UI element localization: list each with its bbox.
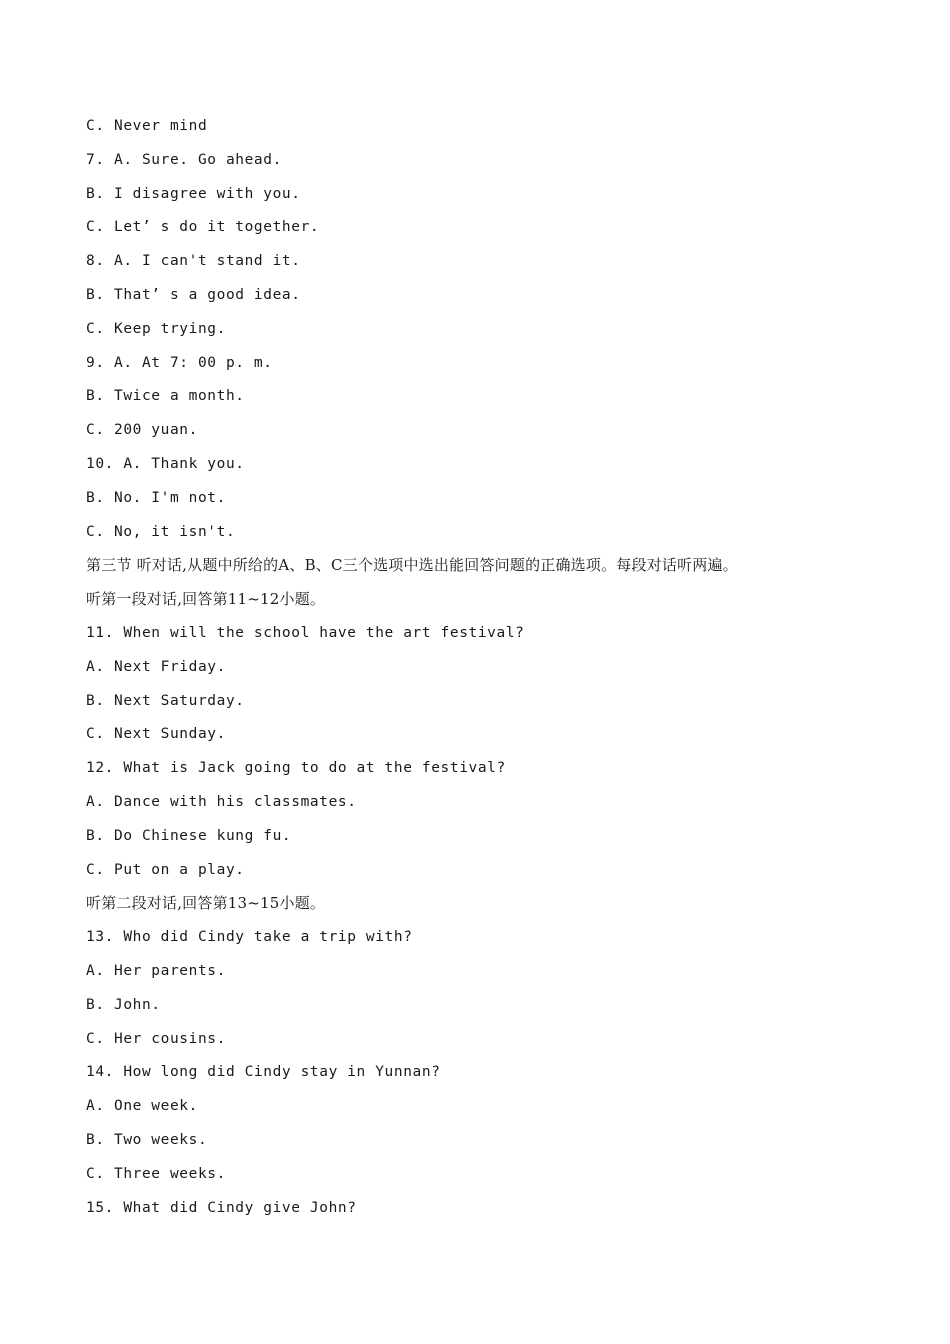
- question-line: 14. How long did Cindy stay in Yunnan?: [86, 1064, 441, 1081]
- answer-option: C. Next Sunday.: [86, 726, 226, 743]
- document-body: [86, 114, 906, 1229]
- answer-option: C. 200 yuan.: [86, 422, 198, 439]
- answer-option: B. Two weeks.: [86, 1131, 208, 1148]
- answer-option: A. One week.: [86, 1098, 198, 1115]
- answer-option: C. Let’ s do it together.: [86, 219, 320, 236]
- question-line: 13. Who did Cindy take a trip with?: [86, 929, 413, 946]
- question-line: 7. A. Sure. Go ahead.: [86, 151, 282, 168]
- answer-option: B. John.: [86, 996, 161, 1013]
- answer-option: C. Three weeks.: [86, 1165, 226, 1182]
- section-heading: 听第一段对话,回答第11~12小题。: [86, 590, 326, 609]
- section-heading: 第三节 听对话,从题中所给的A、B、C三个选项中选出能回答问题的正确选项。每段对话听两遍。: [86, 556, 738, 575]
- answer-option: C. Never mind: [86, 118, 208, 134]
- answer-option: B. I disagree with you.: [86, 185, 301, 202]
- question-line: 8. A. I can't stand it.: [86, 253, 301, 270]
- question-line: 11. When will the school have the art festival?: [86, 624, 525, 641]
- answer-option: A. Next Friday.: [86, 658, 226, 675]
- answer-option: C. Put on a play.: [86, 861, 245, 878]
- question-line: 9. A. At 7: 00 p. m.: [86, 354, 273, 371]
- answer-option: C. No, it isn't.: [86, 523, 236, 540]
- answer-option: B. Next Saturday.: [86, 692, 245, 709]
- answer-option: A. Her parents.: [86, 962, 226, 979]
- section-heading: 听第二段对话,回答第13~15小题。: [86, 894, 326, 913]
- answer-option: B. No. I'm not.: [86, 489, 226, 506]
- answer-option: B. That’ s a good idea.: [86, 286, 301, 303]
- question-line: 10. A. Thank you.: [86, 455, 245, 472]
- answer-option: B. Twice a month.: [86, 388, 245, 405]
- answer-option: C. Her cousins.: [86, 1030, 226, 1047]
- answer-option: A. Dance with his classmates.: [86, 793, 357, 810]
- answer-option: C. Keep trying.: [86, 320, 226, 337]
- question-line: 12. What is Jack going to do at the festival?: [86, 760, 506, 777]
- answer-option: B. Do Chinese kung fu.: [86, 827, 292, 844]
- question-line: 15. What did Cindy give John?: [86, 1199, 357, 1216]
